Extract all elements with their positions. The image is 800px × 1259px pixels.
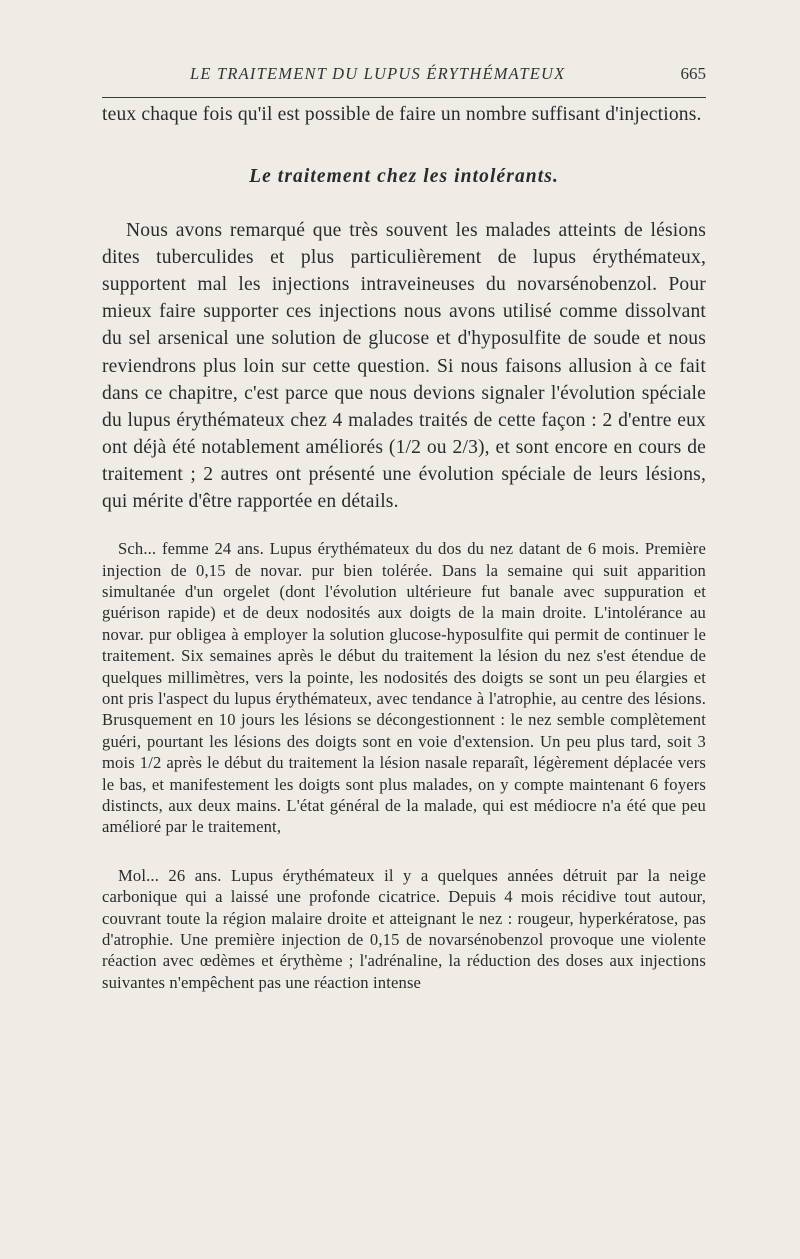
section-heading: Le traitement chez les intolérants. (249, 166, 559, 188)
paragraph-continuation: teux chaque fois qu'il est possible de faire un nombre suffisant d'injections. (102, 104, 702, 125)
running-header (102, 58, 706, 88)
paragraph-intolerants: Nous avons remarqué que très souvent les malades atteints de lésions dites tuberculides et plus particulièrement de lupus érythémateux, supportent mal les injections intraveineuses du novarsénobenzol. Pour mieux faire supporter ces injections nous avons utilisé comme dissolvant du sel arsenical une solution de glucose et d'hyposulfite de soude et nous reviendrons plus loin sur cette question. Si nous faisons allusion à ce fait dans ce chapitre, c'est parce que nous devions signaler l'évolution spéciale du lupus érythémateux chez 4 malades traités de cette façon : 2 d'entre eux ont déjà été notablement améliorés (1/2 ou 2/3), et sont encore en cours de traitement ; 2 autres ont présenté une évolution spéciale de leurs lésions, qui mérite d'être rapportée en détails. (102, 220, 706, 513)
page-number: 665 (680, 64, 706, 83)
case-report-mol: Mol... 26 ans. Lupus érythémateux il y a quelques années détruit par la neige carbonique qui a laissé une profonde cicatrice. Depuis 4 mois récidive tout autour, couvrant toute la région malaire droite et atteignant le nez : rougeur, hyperkératose, pas d'atrophie. Une première injection de 0,15 de novarsénobenzol provoque une violente réaction avec œdèmes et érythème ; l'adrénaline, la réduction des doses aux injections suivantes n'empêchent pas une réaction intense (102, 865, 706, 992)
book-page (102, 58, 706, 993)
header-rule (102, 97, 706, 98)
running-title: LE TRAITEMENT DU LUPUS ÉRYTHÉMATEUX (190, 64, 566, 83)
case-report-sch: Sch... femme 24 ans. Lupus érythémateux du dos du nez datant de 6 mois. Première injection de 0,15 de novar. pur bien tolérée. Dans la semaine qui suit apparition simultanée d'un orgelet (dont l'évolution ultérieure fut banale avec suppuration et guérison rapide) et de deux nodosités aux doigts de la main droite. L'intolérance au novar. pur obligea à employer la solution glucose-hyposulfite qui permit de continuer le traitement. Six semaines après le début du traitement la lésion du nez s'est étendue de quelques millimètres, vers la pointe, les nodosités des doigts se sont un peu élargies et ont pris l'aspect du lupus érythémateux, avec tendance à l'atrophie, au centre des lésions. Brusquement en 10 jours les lésions se décongestionnent : le nez semble complètement guéri, pourtant les lésions des doigts sont en voie d'extension. Un peu plus tard, soit 3 mois 1/2 après le début du traitement la lésion nasale reparaît, légèrement déplacée vers le bas, et manifestement les doigts sont plus malades, on y compte maintenant 6 foyers distincts, aux deux mains. L'état général de la malade, qui est médiocre n'a été que peu amélioré par le traitement, (102, 539, 706, 837)
